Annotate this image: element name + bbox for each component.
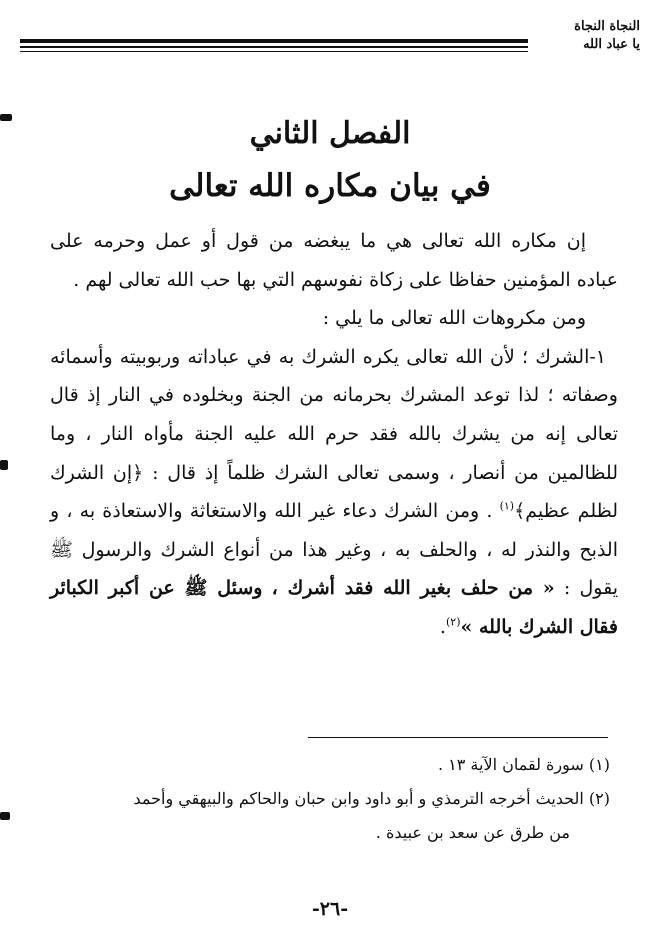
shirk-text-b: . ومن الشرك دعاء غير الله والاستغاثة والاستعاذة به ، و الذبح والنذر له ، والحلف به ، وغير هذا من أنواع الشرك والرسول ﷺ يقول : [50,500,618,600]
chapter-subtitle: في بيان مكاره الله تعالى [169,168,491,204]
shirk-text-a: ١-الشرك ؛ لأن الله تعالى يكره الشرك به في عباداته وربوبيته وأسمائه وصفاته ؛ لذا توعد المشرك بحرمانه من الجنة وبخلوده في النار إذ قال تعالى إنه من يشرك بالله فقد حرم الله عليه الجنة مأواه النار ، وما للظالمين من أنصار ، وسمى تعالى الشرك ظلماً إذ قال : [50,345,618,484]
page-number: -٢٦- [311,898,349,920]
header-title-line2: يا عباد الله [583,37,640,52]
quran-verse: ﴿إن الشرك لظلم عظيم﴾ [50,461,618,523]
paragraph-intro: إن مكاره الله تعالى هي ما يبغضه من قول أو عمل وحرمه على عباده المؤمنين حفاظا على زكاة نفوسهم التي بها حب الله تعالى لهم . [50,230,618,291]
header-rule-thin-second [20,51,528,52]
hadith-quote-1: « من حلف بغير الله فقد أشرك ، [271,577,555,600]
footnote-rule [308,737,608,738]
margin-mark-middle [0,460,8,470]
margin-mark-bottom [0,812,10,820]
chapter-title: الفصل الثاني [249,116,411,151]
footnote-ref-1: (١) [499,499,515,513]
footnote-2-line2: من طرق عن سعد بن عبيدة . [375,823,570,842]
body-text [50,222,618,647]
paragraph-list-intro: ومن مكروهات الله تعالى ما يلي : [322,307,586,330]
footnote-2 [50,782,610,850]
footnotes [50,748,610,850]
header-title [574,18,640,54]
header-title-line1: النجاة النجاة [574,19,640,34]
header-rule-thin [20,46,528,48]
shirk-text-end: . [439,615,446,638]
hadith-quote-2: وسئل ﷺ عن أكبر الكبائر فقال الشرك بالله » [50,577,618,638]
footnote-1: (١) سورة لقمان الآية ١٣ . [437,755,610,774]
footnote-2-line1: (٢) الحديث أخرجه الترمذي و أبو داود وابن حبان والحاكم والبيهقي وأحمد [133,789,610,808]
running-header [20,18,640,68]
paragraph-shirk [50,338,618,647]
footnote-ref-2: (٢) [445,615,461,629]
header-rule-thick [20,39,528,43]
